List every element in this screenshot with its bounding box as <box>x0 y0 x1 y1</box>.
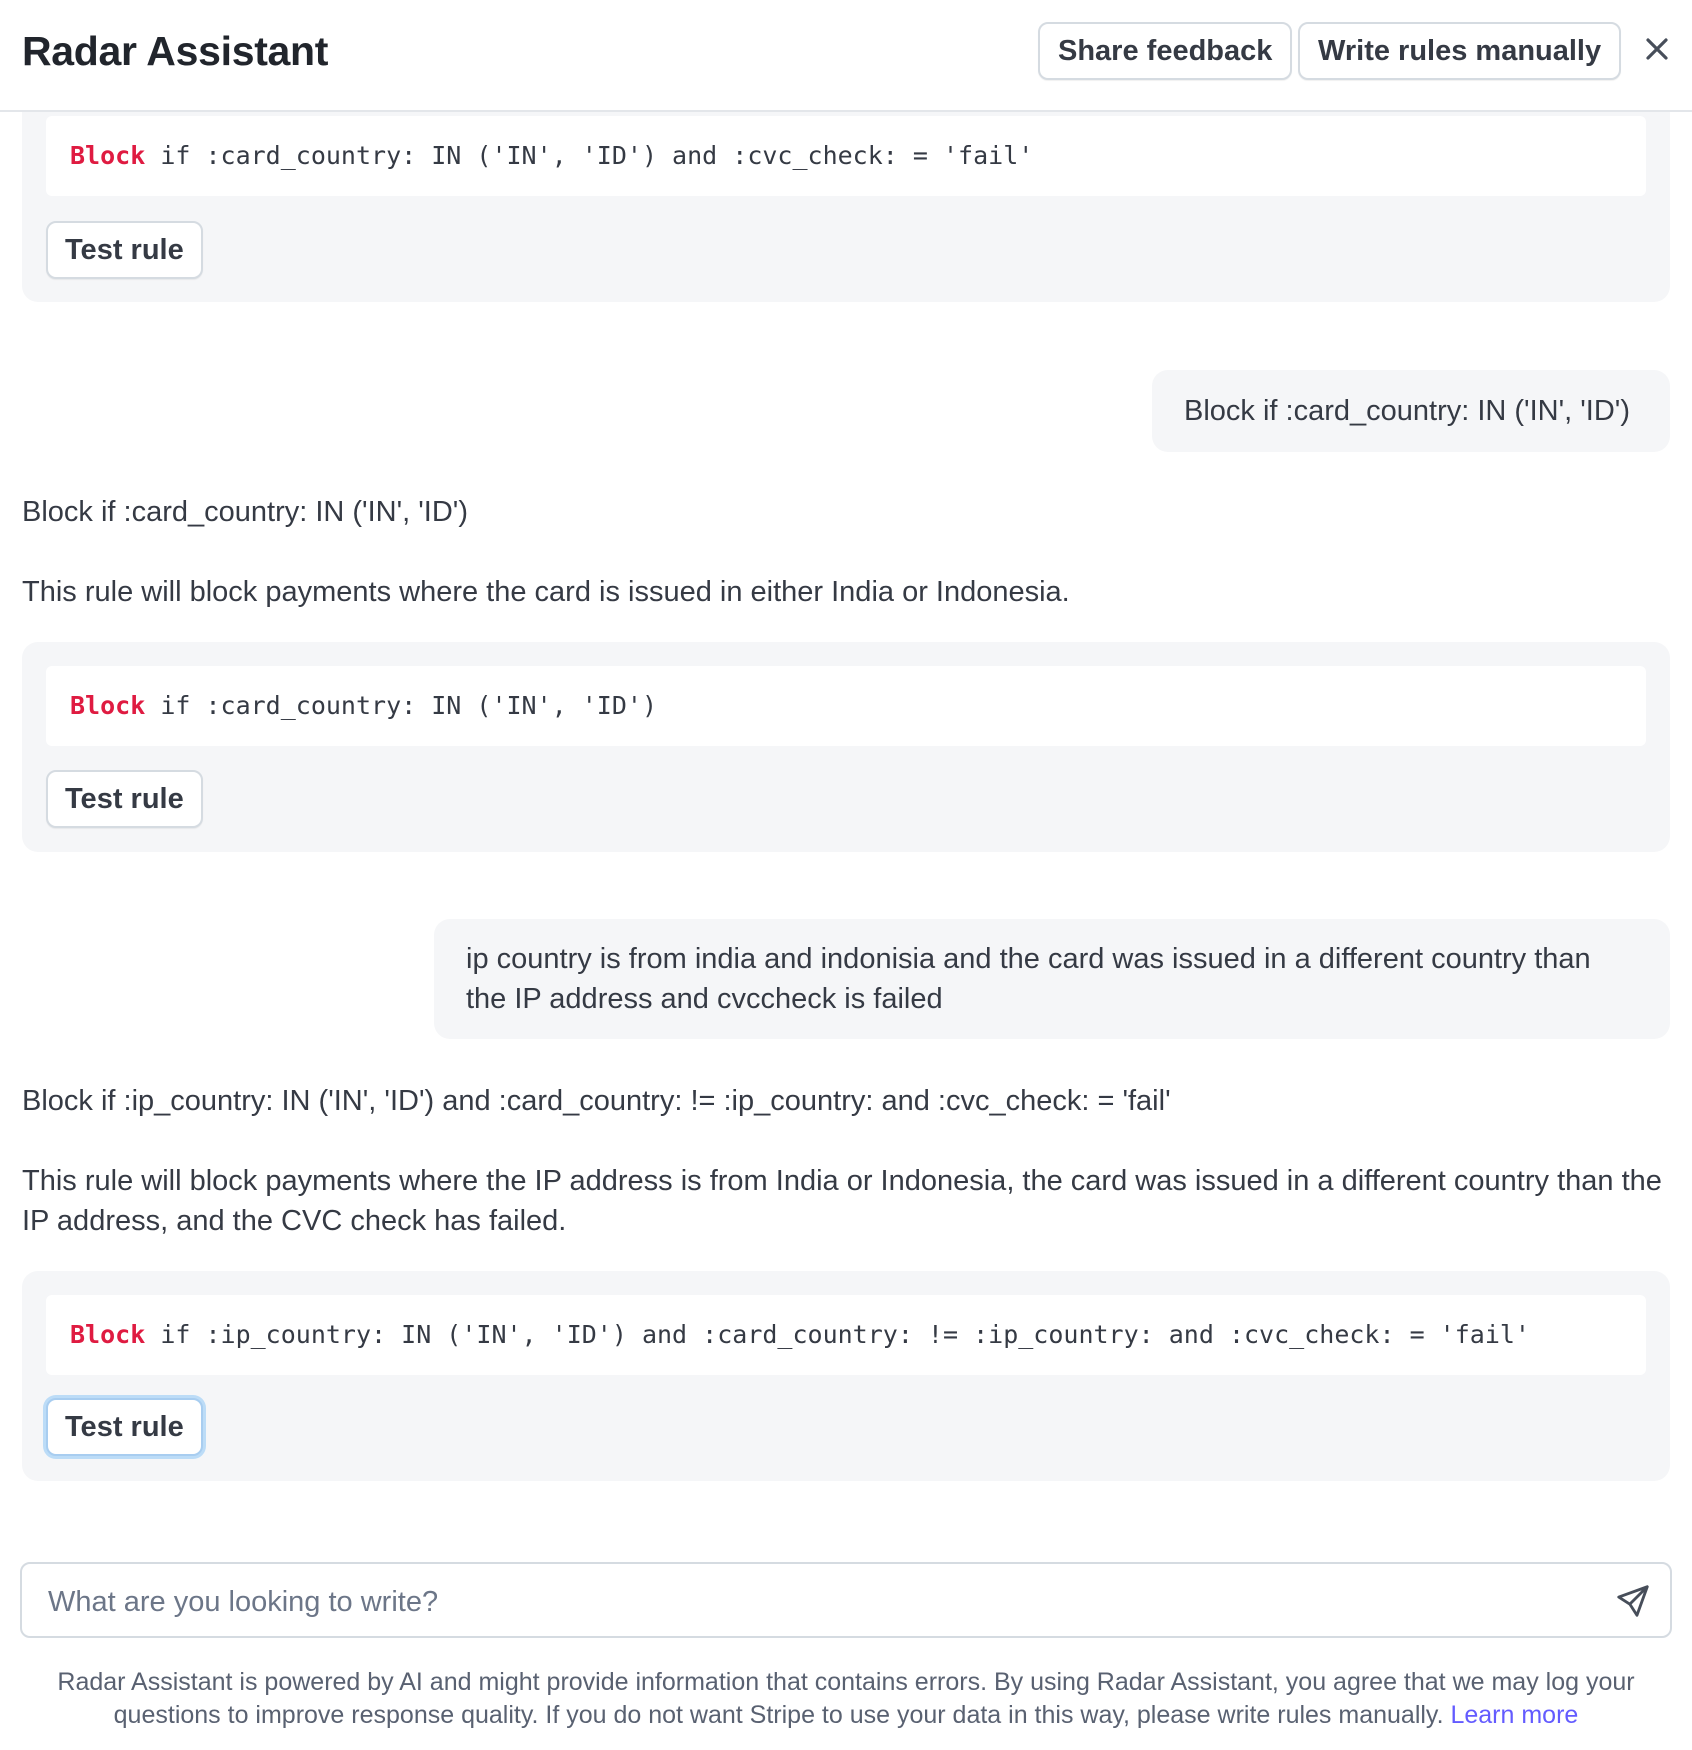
test-rule-button[interactable]: Test rule <box>46 1398 203 1456</box>
code-keyword: Block <box>70 691 146 720</box>
rule-code <box>46 1295 1646 1375</box>
conversation-area[interactable] <box>0 112 1692 1532</box>
learn-more-link[interactable]: Learn more <box>1450 1701 1579 1729</box>
user-message: Block if :card_country: IN ('IN', 'ID') <box>1152 370 1670 452</box>
page-title: Radar Assistant <box>22 28 329 74</box>
rule-card <box>22 642 1670 852</box>
disclaimer-text: Radar Assistant is powered by AI and might provide information that contains errors. By using Radar Assistant, you agree that we may log your questions to improve response quality. If you do not want Stripe to use your data in this way, please write rules manually. <box>57 1668 1635 1729</box>
code-text: if :card_country: IN ('IN', 'ID') <box>145 691 658 720</box>
test-rule-button[interactable]: Test rule <box>46 221 203 279</box>
close-icon[interactable] <box>1642 34 1672 64</box>
assistant-rule-text: Block if :card_country: IN ('IN', 'ID') <box>22 496 468 528</box>
rule-card <box>22 1271 1670 1481</box>
user-message: ip country is from india and indonisia and the card was issued in a different country than the IP address and cvccheck is failed <box>434 919 1670 1039</box>
message-composer <box>20 1562 1672 1638</box>
assistant-explanation: This rule will block payments where the card is issued in either India or Indonesia. <box>22 576 1070 608</box>
assistant-explanation: This rule will block payments where the IP address is from India or Indonesia, the card was issued in a different country than the IP address, and the CVC check has failed. <box>22 1165 1662 1237</box>
code-text: if :card_country: IN ('IN', 'ID') and :cvc_check: = 'fail' <box>145 141 1034 170</box>
code-keyword: Block <box>70 141 146 170</box>
write-rules-manually-button[interactable]: Write rules manually <box>1298 22 1621 80</box>
rule-code <box>46 116 1646 196</box>
send-icon[interactable] <box>1614 1582 1652 1620</box>
assistant-header <box>0 0 1692 112</box>
share-feedback-button[interactable]: Share feedback <box>1038 22 1292 80</box>
ai-disclaimer <box>30 1666 1662 1732</box>
test-rule-button[interactable]: Test rule <box>46 770 203 828</box>
code-keyword: Block <box>70 1320 146 1349</box>
assistant-rule-text: Block if :ip_country: IN ('IN', 'ID') and :card_country: != :ip_country: and :cvc_check: = 'fail' <box>22 1085 1171 1117</box>
code-text: if :ip_country: IN ('IN', 'ID') and :card_country: != :ip_country: and :cvc_check: = 'fail' <box>145 1320 1530 1349</box>
message-input[interactable] <box>46 1576 1590 1628</box>
rule-code <box>46 666 1646 746</box>
rule-card <box>22 112 1670 302</box>
